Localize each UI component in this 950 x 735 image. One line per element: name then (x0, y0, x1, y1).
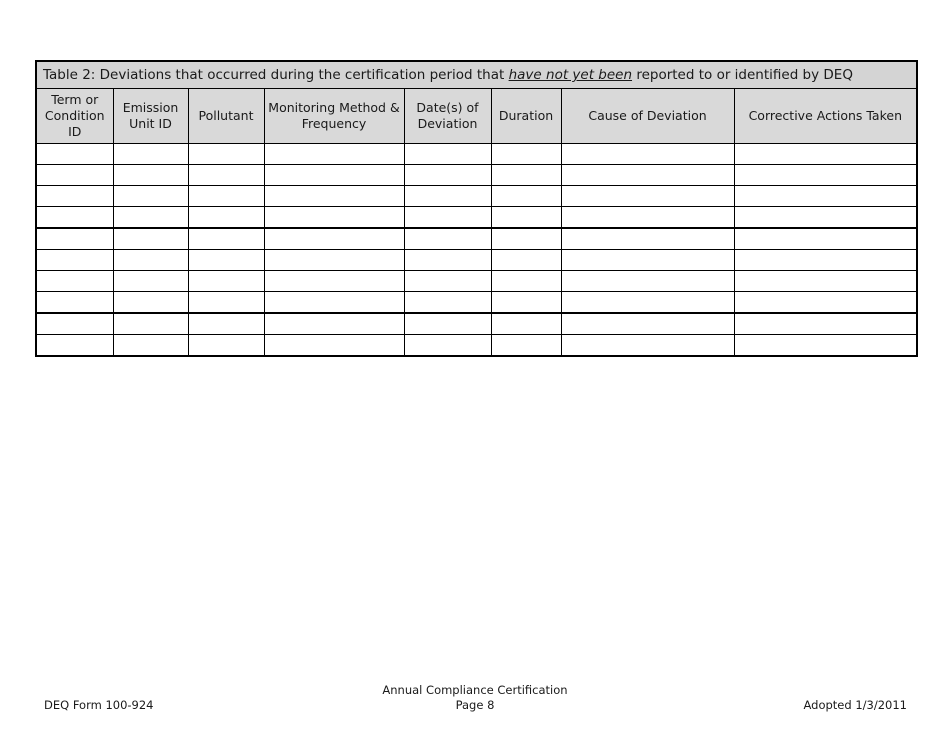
table-cell[interactable] (561, 292, 734, 314)
table-cell[interactable] (188, 313, 264, 335)
table-title-emphasis: have not yet been (508, 67, 633, 83)
table-row (36, 207, 917, 229)
table-cell[interactable] (113, 165, 188, 186)
table-cell[interactable] (561, 335, 734, 357)
table-cell[interactable] (404, 313, 491, 335)
table-cell[interactable] (113, 207, 188, 229)
table-cell[interactable] (491, 186, 561, 207)
table-cell[interactable] (188, 228, 264, 250)
table-cell[interactable] (188, 250, 264, 271)
table-row (36, 144, 917, 165)
table-cell[interactable] (491, 144, 561, 165)
table-cell[interactable] (734, 165, 917, 186)
table-cell[interactable] (404, 292, 491, 314)
table-cell[interactable] (113, 228, 188, 250)
table-cell[interactable] (188, 292, 264, 314)
table-row (36, 186, 917, 207)
table-cell[interactable] (36, 186, 113, 207)
table-cell[interactable] (561, 271, 734, 292)
table-row (36, 228, 917, 250)
table-cell[interactable] (113, 186, 188, 207)
table-cell[interactable] (113, 271, 188, 292)
table-cell[interactable] (491, 165, 561, 186)
table-cell[interactable] (264, 335, 404, 357)
column-header-monitoring-method: Monitoring Method & Frequency (264, 89, 404, 144)
table-cell[interactable] (491, 207, 561, 229)
adopted-date: Adopted 1/3/2011 (803, 698, 907, 712)
table-cell[interactable] (491, 335, 561, 357)
table-cell[interactable] (404, 271, 491, 292)
table-cell[interactable] (404, 207, 491, 229)
table-cell[interactable] (491, 271, 561, 292)
table-cell[interactable] (561, 165, 734, 186)
table-cell[interactable] (561, 250, 734, 271)
table-cell[interactable] (734, 144, 917, 165)
table-cell[interactable] (734, 271, 917, 292)
table-row (36, 165, 917, 186)
table-row (36, 313, 917, 335)
column-header-cause-of-deviation: Cause of Deviation (561, 89, 734, 144)
table-cell[interactable] (264, 207, 404, 229)
table-cell[interactable] (404, 335, 491, 357)
table-cell[interactable] (734, 186, 917, 207)
table-cell[interactable] (561, 186, 734, 207)
table-cell[interactable] (188, 186, 264, 207)
table-cell[interactable] (404, 186, 491, 207)
table-cell[interactable] (113, 335, 188, 357)
table-cell[interactable] (734, 250, 917, 271)
table-cell[interactable] (404, 228, 491, 250)
table-cell[interactable] (264, 271, 404, 292)
table-cell[interactable] (113, 144, 188, 165)
table-cell[interactable] (36, 144, 113, 165)
column-header-emission-unit-id: Emission Unit ID (113, 89, 188, 144)
table-cell[interactable] (404, 144, 491, 165)
table-cell[interactable] (561, 313, 734, 335)
table-cell[interactable] (264, 228, 404, 250)
table-title-prefix: Table 2: Deviations that occurred during the certification period that (43, 67, 509, 83)
table-cell[interactable] (561, 144, 734, 165)
table-cell[interactable] (36, 207, 113, 229)
table-cell[interactable] (404, 165, 491, 186)
table-cell[interactable] (264, 250, 404, 271)
column-header-pollutant: Pollutant (188, 89, 264, 144)
table-cell[interactable] (491, 228, 561, 250)
table-cell[interactable] (734, 292, 917, 314)
table-cell[interactable] (36, 228, 113, 250)
table-cell[interactable] (264, 186, 404, 207)
table-cell[interactable] (113, 250, 188, 271)
column-header-term-or-condition-id: Term or Condition ID (36, 89, 113, 144)
table-row (36, 335, 917, 357)
table-title (36, 61, 917, 89)
table-cell[interactable] (491, 250, 561, 271)
table-cell[interactable] (264, 144, 404, 165)
form-id: DEQ Form 100-924 (44, 698, 154, 712)
table-cell[interactable] (404, 250, 491, 271)
page-number: Page 8 (455, 698, 495, 712)
table-row (36, 250, 917, 271)
document-title: Annual Compliance Certification (382, 683, 568, 697)
table-cell[interactable] (188, 165, 264, 186)
table-cell[interactable] (734, 207, 917, 229)
table-cell[interactable] (36, 250, 113, 271)
table-cell[interactable] (188, 271, 264, 292)
table-title-suffix: reported to or identified by DEQ (632, 67, 853, 83)
column-header-dates-of-deviation: Date(s) of Deviation (404, 89, 491, 144)
table-cell[interactable] (264, 292, 404, 314)
table-cell[interactable] (734, 335, 917, 357)
table-cell[interactable] (36, 165, 113, 186)
table-cell[interactable] (36, 313, 113, 335)
column-header-duration: Duration (491, 89, 561, 144)
table-body (36, 144, 917, 357)
table-cell[interactable] (113, 292, 188, 314)
table-cell[interactable] (734, 313, 917, 335)
table-cell[interactable] (561, 228, 734, 250)
table-cell[interactable] (113, 313, 188, 335)
table-cell[interactable] (188, 144, 264, 165)
table-cell[interactable] (36, 292, 113, 314)
column-header-corrective-actions: Corrective Actions Taken (734, 89, 917, 144)
table-cell[interactable] (188, 207, 264, 229)
table-cell[interactable] (491, 292, 561, 314)
table-cell[interactable] (188, 335, 264, 357)
table-row (36, 292, 917, 314)
table-cell[interactable] (36, 335, 113, 357)
table-cell[interactable] (36, 271, 113, 292)
table-cell[interactable] (734, 228, 917, 250)
table-cell[interactable] (264, 165, 404, 186)
deviations-table (35, 60, 918, 357)
table-cell[interactable] (491, 313, 561, 335)
table-row (36, 271, 917, 292)
table-cell[interactable] (264, 313, 404, 335)
table-cell[interactable] (561, 207, 734, 229)
